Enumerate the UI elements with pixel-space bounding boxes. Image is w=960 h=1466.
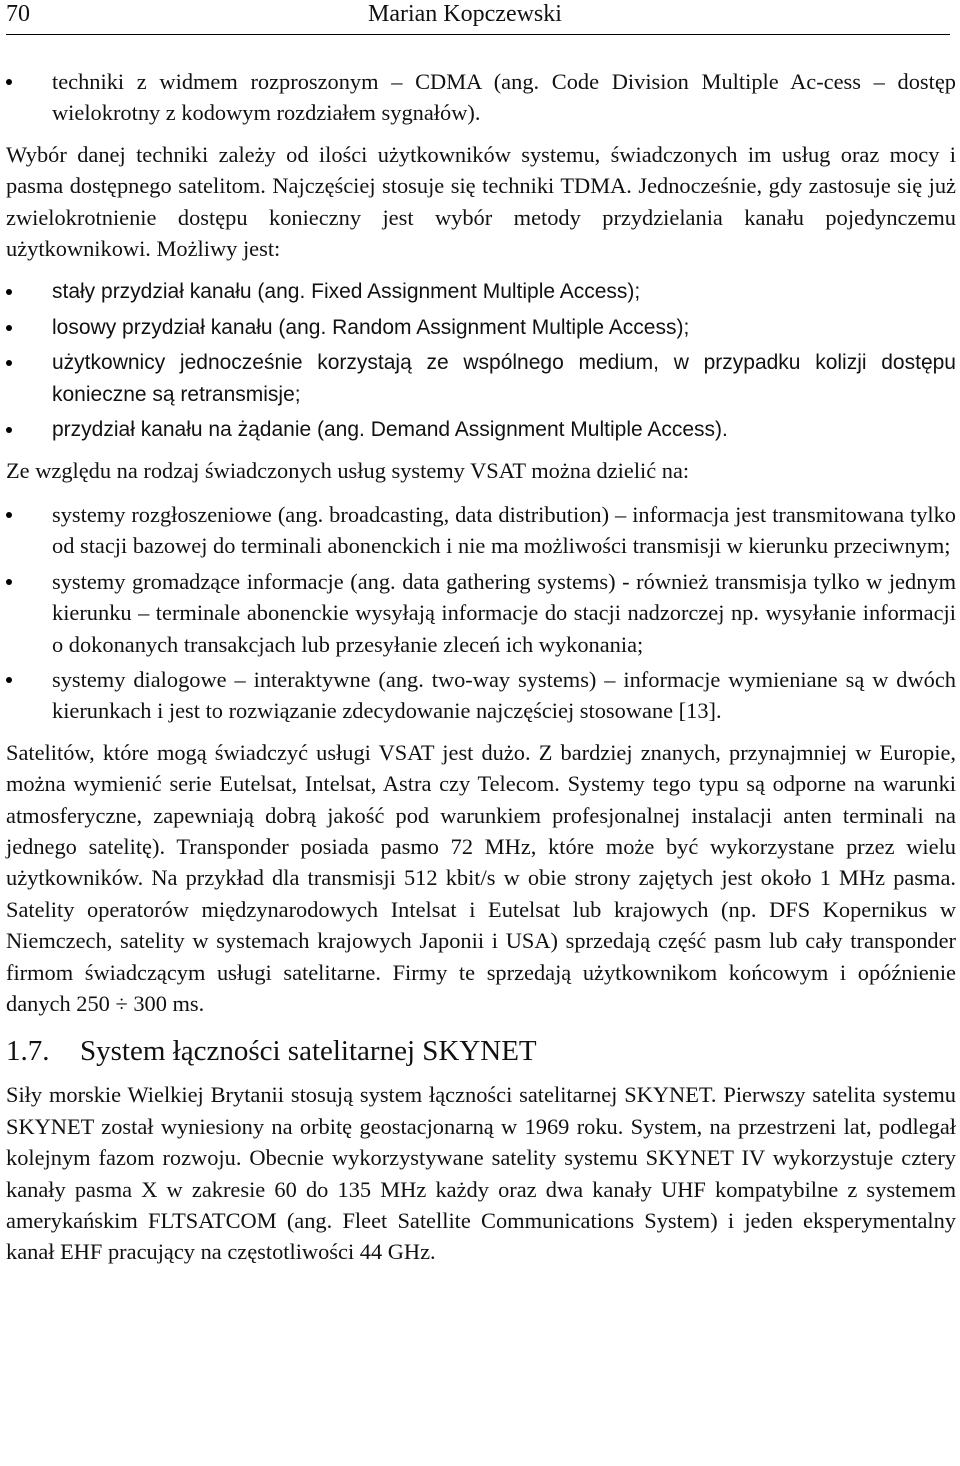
bullet-icon [6, 427, 12, 433]
page-header [6, 0, 950, 35]
section-number: 1.7. [6, 1035, 50, 1068]
list-item: użytkownicy jednocześnie korzystają ze wspólnego medium, w przypadku kolizji dostępu konieczne są retransmisje; [6, 347, 956, 410]
bullet-icon [6, 325, 12, 331]
bullet-icon [6, 79, 12, 85]
bullet-list-assignment [6, 276, 956, 445]
list-item: systemy gromadzące informacje (ang. data gathering systems) - również transmisja tylko w jednym kierunku – terminale abonenckie wysyłają informacje do stacji nadzorczej np. wysyłanie informacji o dokonanych transakcjach lub przesyłanie zleceń ich wykonania; [6, 566, 956, 660]
list-item: systemy rozgłoszeniowe (ang. broadcasting, data distribution) – informacja jest transmitowana tylko od stacji bazowej do terminali abonenckich i nie ma możliwości transmisji w kierunku przeciwnym; [6, 499, 956, 562]
page-body [6, 66, 956, 1280]
bullet-icon [6, 289, 12, 295]
running-author: Marian Kopczewski [368, 1, 562, 27]
list-item: losowy przydział kanału (ang. Random Assignment Multiple Access); [6, 312, 956, 343]
list-item: techniki z widmem rozproszonym – CDMA (ang. Code Division Multiple Ac-cess – dostęp wielokrotny z kodowym rozdziałem sygnałów). [6, 66, 956, 129]
bullet-icon [6, 360, 12, 366]
list-item: przydział kanału na żądanie (ang. Demand Assignment Multiple Access). [6, 414, 956, 445]
paragraph-skynet: Siły morskie Wielkiej Brytanii stosują system łączności satelitarnej SKYNET. Pierwszy satelita systemu SKYNET został wyniesiony na orbitę geostacjonarną w 1969 roku. System, na przestrzeni lat, podlegał kolejnym fazom rozwoju. Obecnie wykorzystywane satelity systemu SKYNET IV wykorzystuje cztery kanały pasma X w zakresie 60 do 135 MHz każdy oraz dwa kanały UHF kompatybilne z systemem amerykańskim FLTSATCOM (ang. Fleet Satellite Communications System) i jeden eksperymentalny kanał EHF pracujący na częstotliwości 44 GHz. [6, 1082, 956, 1265]
paragraph-vsat-intro: Ze względu na rodzaj świadczonych usług systemy VSAT można dzielić na: [6, 458, 690, 484]
list-item: systemy dialogowe – interaktywne (ang. two-way systems) – informacje wymieniane są w dwóch kierunkach i jest to rozwiązanie zdecydowanie najczęściej stosowane [13]. [6, 664, 956, 727]
section-heading [6, 1031, 956, 1071]
page-number: 70 [6, 1, 30, 27]
paragraph-technique-choice: Wybór danej techniki zależy od ilości użytkowników systemu, świadczonych im usług oraz mocy i pasma dostępnego satelitom. Najczęściej stosuje się techniki TDMA. Jednocześnie, gdy zastosuje się już zwielokrotnienie dostępu konieczny jest wybór metody przydzielania kanału pojedynczemu użytkownikowi. Możliwy jest: [6, 141, 956, 262]
bullet-icon [6, 512, 12, 518]
bullet-icon [6, 579, 12, 585]
bullet-icon [6, 677, 12, 683]
bullet-list-vsat-systems [6, 499, 956, 727]
section-title: System łączności satelitarnej SKYNET [80, 1035, 537, 1068]
list-item: stały przydział kanału (ang. Fixed Assignment Multiple Access); [6, 276, 956, 307]
bullet-list-cdma [6, 66, 956, 129]
paragraph-vsat-satellites: Satelitów, które mogą świadczyć usługi VSAT jest dużo. Z bardziej znanych, przynajmniej w Europie, można wymienić serie Eutelsat, Intelsat, Astra czy Telecom. Systemy tego typu są odporne na warunki atmosferyczne, zapewniają dobrą jakość pod warunkiem profesjonalnej instalacji anten terminali na jednego satelitę). Transponder posiada pasmo 72 MHz, które może być wykorzystane przez wielu użytkowników. Na przykład dla transmisji 512 kbit/s w obie strony zajętych jest około 1 MHz pasma. Satelity operatorów międzynarodowych Intelsat i Eutelsat lub krajowych (np. DFS Kopernikus w Niemczech, satelity w systemach krajowych Japonii i USA) sprzedają część pasm lub cały transponder firmom świadczącym usługi satelitarne. Firmy te sprzedają użytkownikom końcowym i opóźnienie danych 250 ÷ 300 ms. [6, 739, 956, 1016]
